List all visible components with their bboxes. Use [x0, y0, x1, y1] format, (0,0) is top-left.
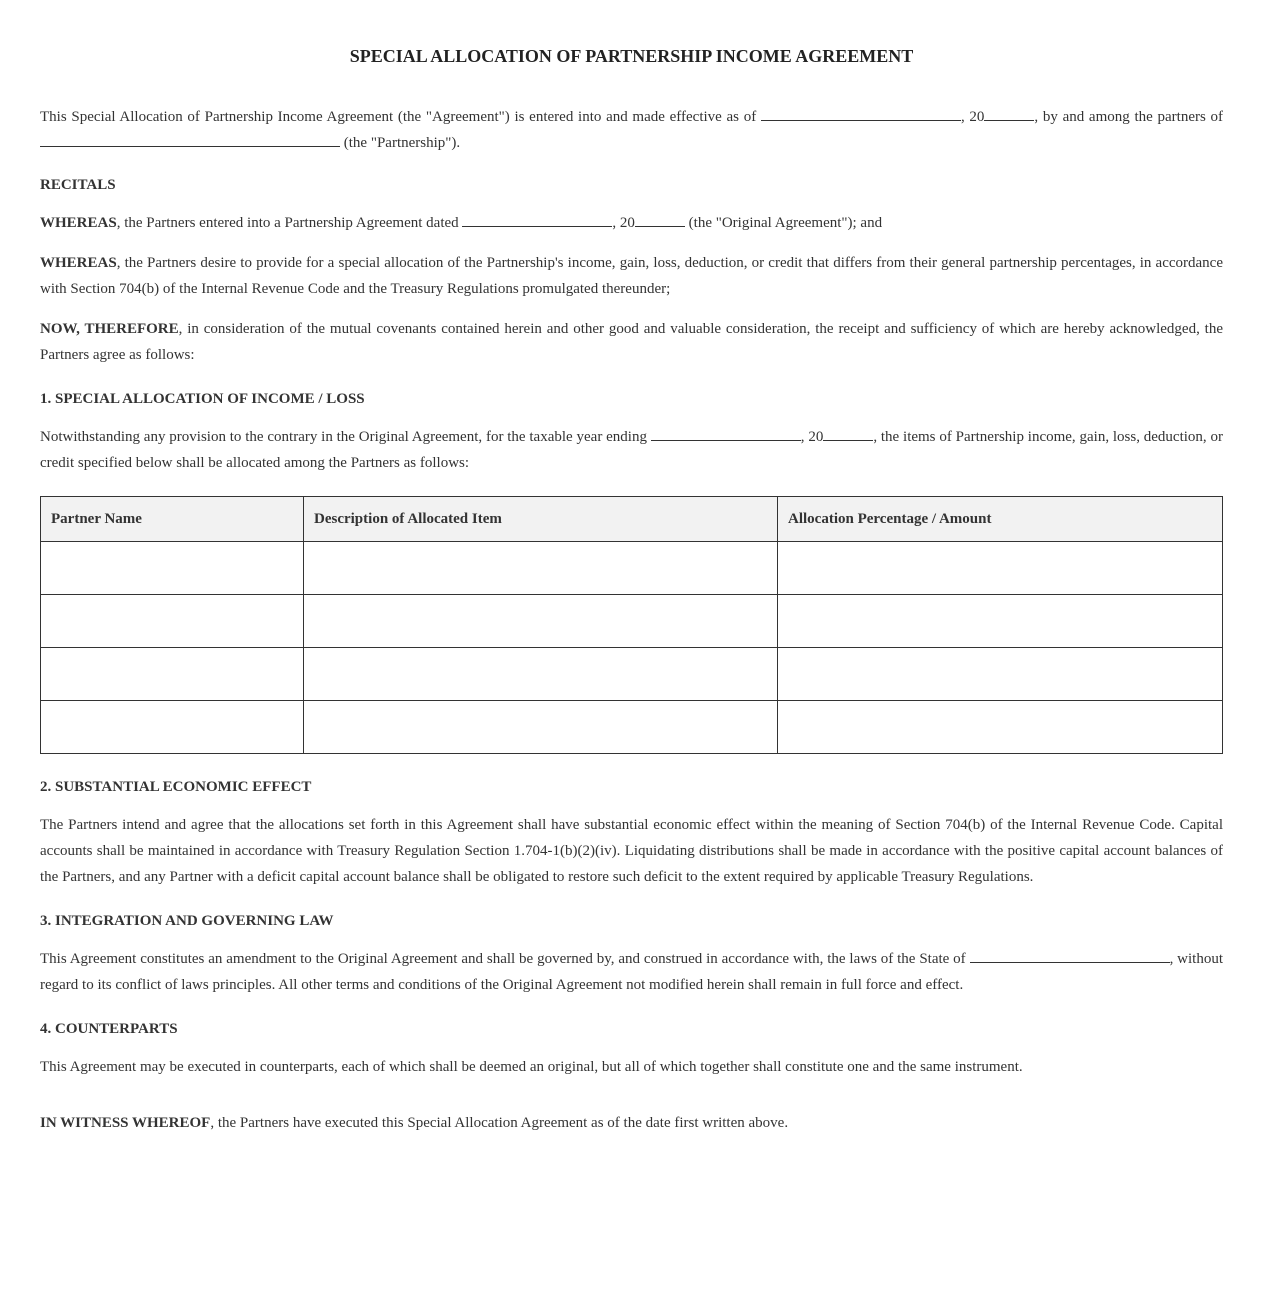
section-4-heading: 4. COUNTERPARTS [40, 1021, 178, 1037]
recitals-heading: RECITALS [40, 177, 116, 193]
description-cell[interactable] [304, 648, 778, 701]
section-3-text-2: , without regard to its conflict of laws principles. All other terms and conditions of the Original Agreement not modified herein shall remain in full force and effect. [40, 951, 1224, 993]
whereas-2-lead: WHEREAS [40, 255, 117, 271]
section-1-text-2: , 20 [800, 429, 824, 445]
whereas-1-lead: WHEREAS [40, 215, 117, 231]
section-3-paragraph [40, 946, 1223, 998]
partner-name-cell[interactable] [41, 648, 304, 701]
now-therefore-lead: NOW, THEREFORE [40, 321, 179, 337]
intro-text-1: This Special Allocation of Partnership Income Agreement (the "Agreement") is entered into and made effective as of [40, 109, 757, 125]
taxable-year-end-blank[interactable] [651, 425, 801, 441]
section-1-paragraph [40, 424, 1223, 476]
section-1-heading: 1. SPECIAL ALLOCATION OF INCOME / LOSS [40, 391, 365, 407]
table-header-row [41, 497, 1223, 542]
whereas-2-paragraph [40, 250, 1223, 302]
taxable-year-blank[interactable] [823, 425, 873, 441]
table-row [41, 595, 1223, 648]
allocation-cell[interactable] [778, 648, 1223, 701]
witness-paragraph [40, 1110, 1223, 1136]
whereas-2-text: , the Partners desire to provide for a special allocation of the Partnership's income, gain, loss, deduction, or credit that differs from their general partnership percentages, in accordance with Section 704(b) of the Internal Revenue Code and the Treasury Regulations promulgated thereunder; [40, 255, 1223, 297]
section-2-heading: 2. SUBSTANTIAL ECONOMIC EFFECT [40, 779, 312, 795]
allocation-cell[interactable] [778, 542, 1223, 595]
governing-state-blank[interactable] [970, 947, 1170, 963]
whereas-1-text-1: , the Partners entered into a Partnership Agreement dated [116, 215, 459, 231]
header-description: Description of Allocated Item [304, 497, 778, 542]
description-cell[interactable] [304, 595, 778, 648]
whereas-1-text-3: (the "Original Agreement"); and [688, 215, 883, 231]
original-agreement-date-blank[interactable] [462, 211, 612, 227]
allocation-cell[interactable] [778, 701, 1223, 754]
partner-name-cell[interactable] [41, 595, 304, 648]
partnership-name-blank[interactable] [40, 131, 340, 147]
section-1-text-3: , the items of Partnership income, gain, loss, deduction, or credit specified below shall be allocated among the Partners as follows: [40, 429, 1223, 471]
partner-name-cell[interactable] [41, 542, 304, 595]
intro-text-2: , 20 [960, 109, 985, 125]
document-title: SPECIAL ALLOCATION OF PARTNERSHIP INCOME AGREEMENT [349, 46, 914, 66]
header-partner-name: Partner Name [41, 497, 304, 542]
now-therefore-paragraph [40, 316, 1223, 368]
section-3-text-1: This Agreement constitutes an amendment to the Original Agreement and shall be governed by, and construed in accordance with, the laws of the State of [40, 951, 966, 967]
witness-lead: IN WITNESS WHEREOF [40, 1115, 211, 1131]
allocation-table [40, 496, 1223, 754]
description-cell[interactable] [304, 701, 778, 754]
original-agreement-year-blank[interactable] [635, 211, 685, 227]
effective-date-blank[interactable] [761, 105, 961, 121]
witness-text: , the Partners have executed this Special Allocation Agreement as of the date first written above. [210, 1115, 789, 1131]
section-2-paragraph: The Partners intend and agree that the allocations set forth in this Agreement shall have substantial economic effect within the meaning of Section 704(b) of the Internal Revenue Code. Capital accounts shall be maintained in accordance with Treasury Regulation Section 1.704-1(b)(2)(iv). Liquidating distributions shall be made in accordance with the positive capital account balances of the Partners, and any Partner with a deficit capital account balance shall be obligated to restore such deficit to the extent required by applicable Treasury Regulations. [40, 817, 1223, 885]
whereas-1-text-2: , 20 [612, 215, 635, 231]
intro-text-3: , by and among the partners of [1034, 109, 1224, 125]
allocation-cell[interactable] [778, 595, 1223, 648]
section-3-heading: 3. INTEGRATION AND GOVERNING LAW [40, 913, 334, 929]
now-therefore-text: , in consideration of the mutual covenants contained herein and other good and valuable consideration, the receipt and sufficiency of which are hereby acknowledged, the Partners agree as follows: [40, 321, 1223, 363]
intro-paragraph [40, 104, 1223, 156]
section-1-text-1: Notwithstanding any provision to the contrary in the Original Agreement, for the taxable year ending [40, 429, 647, 445]
section-4-paragraph: This Agreement may be executed in counterparts, each of which shall be deemed an original, but all of which together shall constitute one and the same instrument. [40, 1059, 1023, 1075]
table-row [41, 542, 1223, 595]
header-allocation: Allocation Percentage / Amount [778, 497, 1223, 542]
partner-name-cell[interactable] [41, 701, 304, 754]
effective-year-blank[interactable] [984, 105, 1034, 121]
table-row [41, 648, 1223, 701]
description-cell[interactable] [304, 542, 778, 595]
table-row [41, 701, 1223, 754]
intro-text-4: (the "Partnership"). [343, 135, 461, 151]
whereas-1-paragraph [40, 210, 1223, 236]
